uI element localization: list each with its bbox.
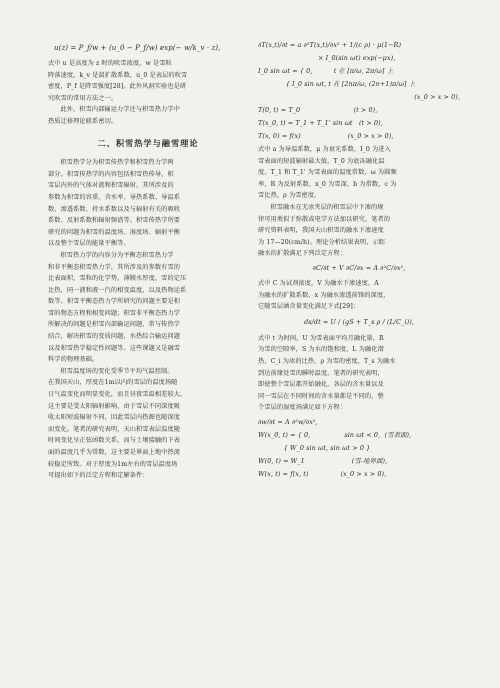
text-line: 数、渗透系数、持水系数以及与辐射有关的吸收 <box>48 205 181 213</box>
text-line: 度，T_1 和 T_1' 为雪表面的温度常数，ω 为圆频 <box>258 169 397 177</box>
text-line: 率，R 为反射系数，x_0 为雪深，b 为常数，c 为 <box>258 180 397 188</box>
text-line: 较稳定所致。对于厚度为1m左右的雪层温度场 <box>48 460 178 468</box>
moisture-equation-block <box>258 417 460 480</box>
source-term-domain: (x_0 > x > 0), <box>414 93 460 101</box>
text-line: 即使整个雪层都开始融化，各层的含水量以及 <box>258 381 384 389</box>
text-line: 比表面积，雪粒的化学势，薄膜水厚度，雪的定压 <box>48 275 187 283</box>
text-line: 雪表面的短波辐射最大值，T_0 为底冻融化温 <box>258 157 385 165</box>
text-line: 可提出如下的泛定方程和定解条件： <box>48 472 149 480</box>
snow-drift-density-formula: u(z) = P_f/w + (u_0 − P_f/w) exp(− w/k_v · z), <box>54 44 221 52</box>
moisture-bc-ground: W(0, t) = W_1 (雪-地界面), <box>258 456 388 465</box>
moisture-bc-surface-2: { W_0 sin ωt, sin ωt > 0 } <box>258 443 371 452</box>
text-line: 它随雪层涵含量变化满足下式[29]： <box>258 303 360 311</box>
text-line: 和非平衡态积雪热力学，其所涉及的参数有雪的 <box>48 263 181 271</box>
text-line: 同一雪层在不同时间的含水量都是不同的，整 <box>258 392 384 400</box>
text-line: 时间变化呈正弦函数关系，而与土壤接触的下表 <box>48 437 181 445</box>
heat-equation-cont: × I_0(sin ωt) exp(−μx), <box>318 54 396 62</box>
text-line: 密度，P_f 是降雪强度[28]。此外风洞实验也是研 <box>48 83 187 91</box>
front-depth-equation: ds/dt = U / (gS + T_s ρ / (L/C_i)), <box>304 317 414 326</box>
text-line: 式中 u 是高度为 z 时的吹雪浓度，w 是雪粒 <box>48 60 172 67</box>
heat-equation: ∂T(x,t)/∂t = a ∂²T(x,t)/∂x² + 1/(c ρ) · μ(1−R) <box>258 41 402 49</box>
text-line: 热，C_i 为冰的比热，ρ 为雪的密度，T_s 为融水 <box>258 357 396 365</box>
text-line: 日气温变化而明显变化，而且昼夜雪温相差较大。 <box>48 391 187 399</box>
text-line: 面的温度几乎为常数，这主要是界面上地中热流 <box>48 449 181 456</box>
text-line: 融水的扩散满足下列泛定方程： <box>258 250 347 258</box>
formula-definition-paragraph <box>48 58 248 128</box>
text-line: 以及积雪热学稳定性问题等。这些课题又是融雪 <box>48 344 181 352</box>
meltwater-paragraph <box>258 202 460 260</box>
text-line: 收太阳短波辐射不同，因此雪层内热源也随深度 <box>48 414 181 422</box>
text-line: 式中 C 为试剂浓度，V 为融水下渗速度，A <box>258 279 379 287</box>
text-line: 式中 a 为导温系数，μ 为衰光系数，I_0 为进入 <box>258 146 391 153</box>
text-line: 部分。积雪传热学的内容包括积雪热传导，积 <box>48 170 174 178</box>
text-line: 积雪温度场的变化受季节平均气温控制。 <box>60 367 174 375</box>
text-line: 究吹雪的常用方法之一。 <box>48 94 118 102</box>
text-line: 式中 t 为时间，U 为雪表面平均月融化量，R <box>258 334 384 342</box>
text-line: 个雪层的湿度场满足如下方程： <box>258 404 347 412</box>
boundary-condition-1: T(0, t) = T_0 (t > 0), <box>258 106 378 114</box>
text-line: 律可用类似于弥散或电学方法加以研究。笔者的 <box>258 215 391 223</box>
text-line: 此外，积雪内部输运力学还与积雪热力学中 <box>60 106 180 114</box>
text-line: 研究资料表明，我国天山积雪的融水下渗速度 <box>258 227 384 235</box>
source-term-case-2: { I_0 sin ωt, t 在 [2nπ/ω, (2n+1)π/ω] 上 <box>258 80 416 88</box>
diffusion-definitions <box>258 278 460 313</box>
source-term-case-1: I_0 sin ωt = { 0, t 在 [π/ω, 2π/ω] 上 <box>258 67 394 75</box>
text-line: 以及整个雪层的能量平衡等。 <box>48 240 130 248</box>
text-line: 研究的问题为积雪的温度场、湿度场、辐射平衡 <box>48 228 181 236</box>
moisture-equation: ∂w/∂t = A ∂²w/∂x², <box>258 417 318 426</box>
text-line: 这主要是受太阳辐射影响。由于雪层不同深度吸 <box>48 402 181 410</box>
text-line: 雪层内外的气体对流和积雪辐射，其所涉及的 <box>48 182 174 190</box>
heat-equation-definitions <box>258 144 460 202</box>
boundary-condition-2: T(x_0, t) = T_1 + T_1' sin ωt (t > 0), <box>258 119 383 127</box>
text-line: 降落速度，k_v 是湍扩散系数，u_0 是表层的吹雪 <box>48 71 188 79</box>
text-line: 积雪融水在无冰夹层的积雪层中下渗的规 <box>270 203 384 211</box>
section-body <box>48 157 248 482</box>
text-line: 系数、反射系数和辐射频谱等。积雪传热学所要 <box>48 217 181 225</box>
text-line: 数等。积雪平衡态热力学所研究的问题主要是积 <box>48 298 181 306</box>
diffusion-equation: ∂C/∂t + V ∂C/∂x = A ∂²C/∂x², <box>312 263 406 272</box>
right-column <box>258 40 460 482</box>
text-line: 结合，解决积雪的变质问题，水热综合输运问题 <box>48 333 181 341</box>
text-line: 为 17—20(cm/h)。理论分析结果表明，示踪 <box>258 238 386 246</box>
text-line: 而变化。笔者的研究表明，天山积雪表层温度随 <box>48 425 181 433</box>
left-column <box>48 40 248 482</box>
text-line: 所解决的问题是积雪内部输运问题，常与传热学 <box>48 321 181 329</box>
moisture-bc-surface-1: W(x_0, t) = { 0, sin ωt < 0, (雪表面), <box>258 430 412 439</box>
text-line: 比热，同一液和液一汽的相变温度，以及热物运系 <box>48 286 187 294</box>
text-line: 为雪的空隙率，S 为水的饱和度，L 为融化潜 <box>258 346 384 354</box>
moisture-initial: W(x, t) = f(x, t) (x_0 > x > 0), <box>258 469 387 478</box>
initial-condition: T(x, 0) = f(x) (x_0 > x > 0), <box>258 132 394 140</box>
text-line: 积雪热学分为积雪传热学和积雪热力学两 <box>60 159 174 167</box>
heat-equation-block <box>258 40 460 142</box>
text-line: 雪的物态方程和相变问题；积雪非平衡态热力学 <box>48 309 181 317</box>
text-line: 热质迁移理论联系密切。 <box>48 117 118 125</box>
text-line: 积雪热力学的内容分为平衡态积雪热力学 <box>60 251 174 259</box>
text-line: 到达前缘处雪的瞬时温度。笔者的研究表明， <box>258 369 384 377</box>
text-line: 科学的物理基础。 <box>48 356 99 364</box>
text-line: 雪比热，ρ 为雪密度。 <box>258 192 321 200</box>
front-depth-definitions <box>258 333 460 414</box>
text-line: 参数为积雪的容重、含水率、导热系数、导温系 <box>48 193 181 201</box>
text-line: 在我国天山，厚度在1m以内的雪层的温度场随 <box>48 379 178 387</box>
section-heading: 二、积雪热学与融雪理论 <box>97 137 199 148</box>
text-line: 为融水的扩散系数，x 为融水渗透前锋的深度， <box>258 291 390 299</box>
